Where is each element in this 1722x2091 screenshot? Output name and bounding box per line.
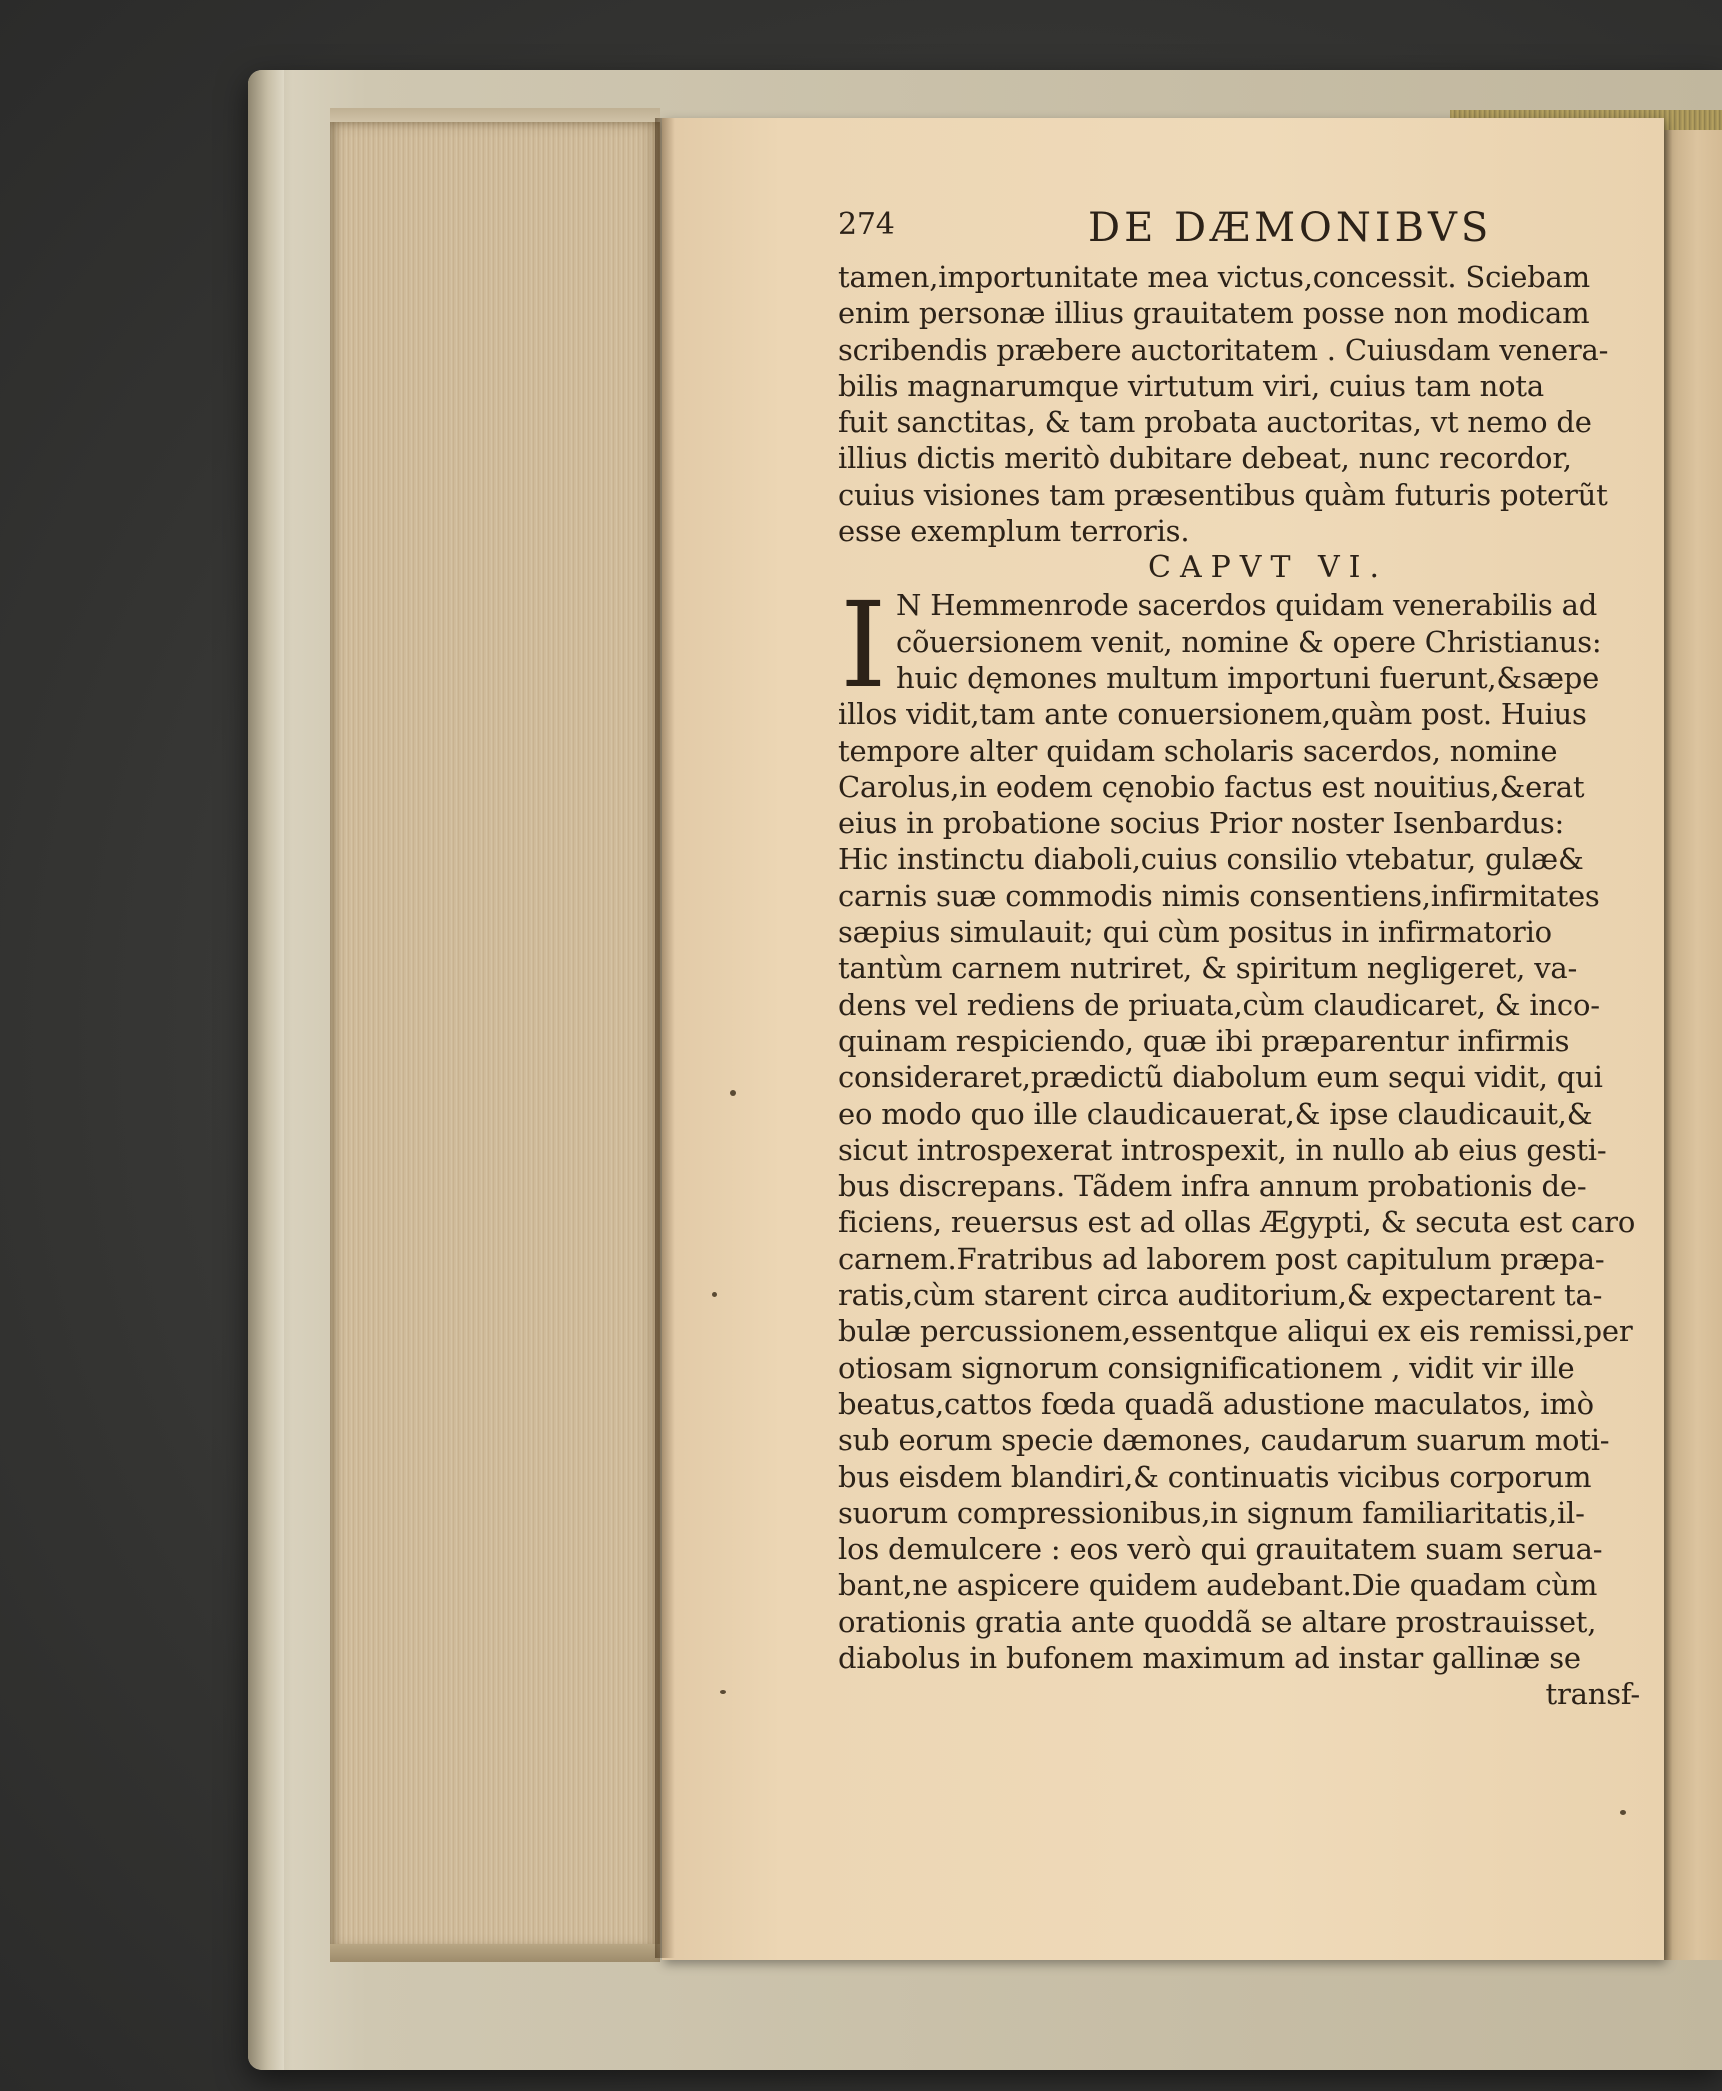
page-block-fore-edge <box>330 122 660 1950</box>
text-line: quinam respiciendo, quæ ibi præparentur infirmis <box>838 1023 1570 1058</box>
text-line: bulæ percussionem,essentque aliqui ex eis remissi,per <box>838 1314 1633 1349</box>
speck <box>712 1292 717 1297</box>
dropcap: I <box>840 576 887 715</box>
text-line: carnem.Fratribus ad laborem post capitulum præpa- <box>838 1241 1605 1276</box>
running-head: DE DÆMONIBVS <box>1088 205 1493 251</box>
catchword: transf- <box>1545 1677 1640 1712</box>
text-line: carnis suæ commodis nimis consentiens,infirmitates <box>838 878 1600 913</box>
text-line: cuius visiones tam præsentibus quàm futuris poterũt <box>838 477 1608 512</box>
text-line: scribendis præbere auctoritatem . Cuiusdam venera- <box>838 332 1609 367</box>
text-line: bus discrepans. Tãdem infra annum probationis de- <box>838 1169 1587 1204</box>
text-block <box>838 205 1648 1712</box>
text-line: cõuersionem venit, nomine & opere Christianus: <box>896 624 1602 659</box>
text-line: tantùm carnem nutriret, & spiritum negligeret, va- <box>838 951 1578 986</box>
page-header <box>838 205 1648 259</box>
text-line: otiosam signorum consignificationem , vidit vir ille <box>838 1350 1575 1385</box>
text-line: sæpius simulauit; qui cùm positus in infirmatorio <box>838 915 1552 950</box>
text-line: bant,ne aspicere quidem audebant.Die quadam cùm <box>838 1568 1598 1603</box>
text-line: suorum compressionibus,in signum familiaritatis,il- <box>838 1495 1585 1530</box>
text-line: dens vel rediens de priuata,cùm claudicaret, & inco- <box>838 987 1600 1022</box>
facing-page-edge <box>1660 130 1722 1960</box>
book-spine <box>248 70 284 2070</box>
text-line: N Hemmenrode sacerdos quidam venerabilis ad <box>896 588 1598 623</box>
text-line: eo modo quo ille claudicauerat,& ipse claudicauit,& <box>838 1096 1593 1131</box>
gutter-shadow <box>655 118 675 1958</box>
text-line: eius in probatione socius Prior noster Isenbardus: <box>838 806 1565 841</box>
text-line: fuit sanctitas, & tam probata auctoritas, vt nemo de <box>838 405 1592 440</box>
speck <box>720 1690 726 1694</box>
paragraph-continued <box>838 259 1648 549</box>
text-line: bus eisdem blandiri,& continuatis vicibus corporum <box>838 1459 1592 1494</box>
text-line: diabolus in bufonem maximum ad instar gallinæ se <box>838 1640 1581 1675</box>
text-line: Hic instinctu diaboli,cuius consilio vtebatur, gulæ& <box>838 842 1584 877</box>
text-line: sicut introspexerat introspexit, in nullo ab eius gesti- <box>838 1132 1607 1167</box>
text-line: Carolus,in eodem cęnobio factus est nouitius,&erat <box>838 769 1585 804</box>
paragraph-body <box>838 696 1648 1676</box>
text-line: los demulcere : eos verò qui grauitatem suam serua- <box>838 1532 1603 1567</box>
text-line: enim personæ illius grauitatem posse non modicam <box>838 296 1590 331</box>
text-line: bilis magnarumque virtutum viri, cuius tam nota <box>838 368 1544 403</box>
text-line: esse exemplum terroris. <box>838 514 1190 549</box>
text-line: illos vidit,tam ante conuersionem,quàm post. Huius <box>838 697 1587 732</box>
page-number: 274 <box>838 207 895 242</box>
speck <box>730 1090 736 1096</box>
text-line: tempore alter quidam scholaris sacerdos, nomine <box>838 733 1558 768</box>
page-block-bottom-edge <box>330 1944 660 1962</box>
text-line: huic dęmones multum importuni fuerunt,&sæpe <box>896 660 1600 695</box>
text-line: tamen,importunitate mea victus,concessit. Sciebam <box>838 260 1590 294</box>
text-line: orationis gratia ante quoddã se altare prostrauisset, <box>838 1604 1597 1639</box>
text-line: consideraret,prædictũ diabolum eum sequi vidit, qui <box>838 1060 1603 1095</box>
text-line: illius dictis meritò dubitare debeat, nunc recordor, <box>838 441 1572 476</box>
text-line: sub eorum specie dæmones, caudarum suarum moti- <box>838 1423 1610 1458</box>
text-line: ratis,cùm starent circa auditorium,& expectarent ta- <box>838 1278 1603 1313</box>
text-line: ficiens, reuersus est ad ollas Ægypti, & secuta est caro <box>838 1205 1636 1240</box>
chapter-heading: CAPVT VI. <box>1148 550 1389 586</box>
text-line: beatus,cattos fœda quadã adustione maculatos, imò <box>838 1386 1594 1421</box>
speck <box>1620 1810 1626 1815</box>
